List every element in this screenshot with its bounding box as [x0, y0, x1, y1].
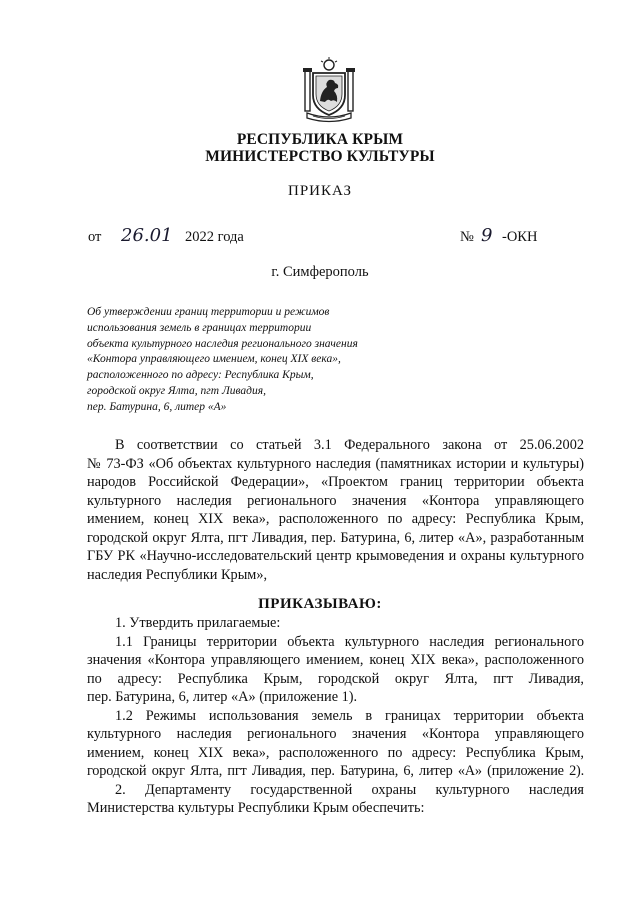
handwritten-date: 26.01 [121, 225, 173, 246]
preamble-line: В соответствии со статьей 3.1 Федерального закона от 25.06.2002 [115, 437, 584, 453]
subject-line: расположенного по адресу: Республика Крым, [87, 369, 314, 382]
preamble-line: народов Российской Федерации», «Проектом границ территории объекта [87, 474, 584, 490]
item-1-1-line: значения «Контора управляющего имением, конец XIX века», расположенного [87, 652, 584, 668]
preamble-line: городской округ Ялта, пгт Ливадия, пер. Батурина, 6, литер «А», разработанным [87, 529, 584, 546]
subject-line: Об утверждении границ территории и режимов [87, 306, 330, 318]
item-1-line: 1. Утвердить прилагаемые: [115, 615, 281, 631]
date-number-line [88, 225, 548, 251]
subject-line: объекта культурного наследия регионального значения [87, 337, 358, 350]
item-1-1-line: по адресу: Республика Крым, городской округ Ялта, пгт Ливадия, [87, 670, 584, 687]
item-1-1-line: пер. Батурина, 6, литер «А» (приложение 1). [87, 689, 358, 705]
preamble-line: культурного наследия регионального значения «Контора управляющего [87, 492, 584, 509]
preamble-line: ГБУ РК «Научно-исследовательский центр крымоведения и охраны культурного [87, 548, 584, 564]
crimea-coat-of-arms-icon [301, 57, 357, 123]
item-2-line: Министерства культуры Республики Крым обеспечить: [87, 800, 425, 816]
item-1-2-line: культурного наследия регионального значения «Контора управляющего [87, 726, 584, 742]
item-1-2-line: 1.2 Режимы использования земель в границах территории объекта [115, 707, 584, 724]
city-name: г. Симферополь [271, 264, 369, 280]
date-year: 2022 года [185, 229, 244, 245]
number-suffix: -ОКН [502, 229, 538, 245]
order-items [87, 614, 584, 818]
decree-heading: ПРИКАЗЫВАЮ: [258, 596, 382, 612]
item-2-line: 2. Департаменту государственной охраны культурного наследия [115, 781, 584, 798]
subject-line: городской округ Ялта, пгт Ливадия, [87, 384, 266, 397]
item-1-2-line: городской округ Ялта, пгт Ливадия, пер. Батурина, 6, литер «А» (приложение 2). [87, 763, 584, 779]
preamble-line: имением, конец XIX века», расположенного по адресу: Республика Крым, [87, 511, 584, 527]
preamble-line: наследия Республики Крым», [87, 566, 268, 583]
preamble-line: № 73-ФЗ «Об объектах культурного наследия (памятниках истории и культуры) [87, 455, 584, 472]
item-1-2-line: имением, конец XIX века», расположенного по адресу: Республика Крым, [87, 744, 584, 761]
number-label: № [460, 229, 474, 245]
document-type-title: ПРИКАЗ [288, 183, 352, 199]
order-subject [87, 305, 387, 416]
handwritten-number: 9 [481, 225, 493, 246]
date-prefix: от [88, 229, 102, 245]
item-1-1-line: 1.1 Границы территории объекта культурного наследия регионального [115, 633, 584, 650]
org-name-republic: РЕСПУБЛИКА КРЫМ [236, 131, 404, 148]
subject-line: использования земель в границах территории [87, 321, 312, 334]
subject-line: пер. Батурина, 6, литер «А» [87, 400, 227, 413]
org-name-ministry: МИНИСТЕРСТВО КУЛЬТУРЫ [205, 148, 435, 165]
preamble-paragraph [87, 436, 584, 584]
subject-line: «Контора управляющего имением, конец XIX века», [87, 353, 341, 366]
